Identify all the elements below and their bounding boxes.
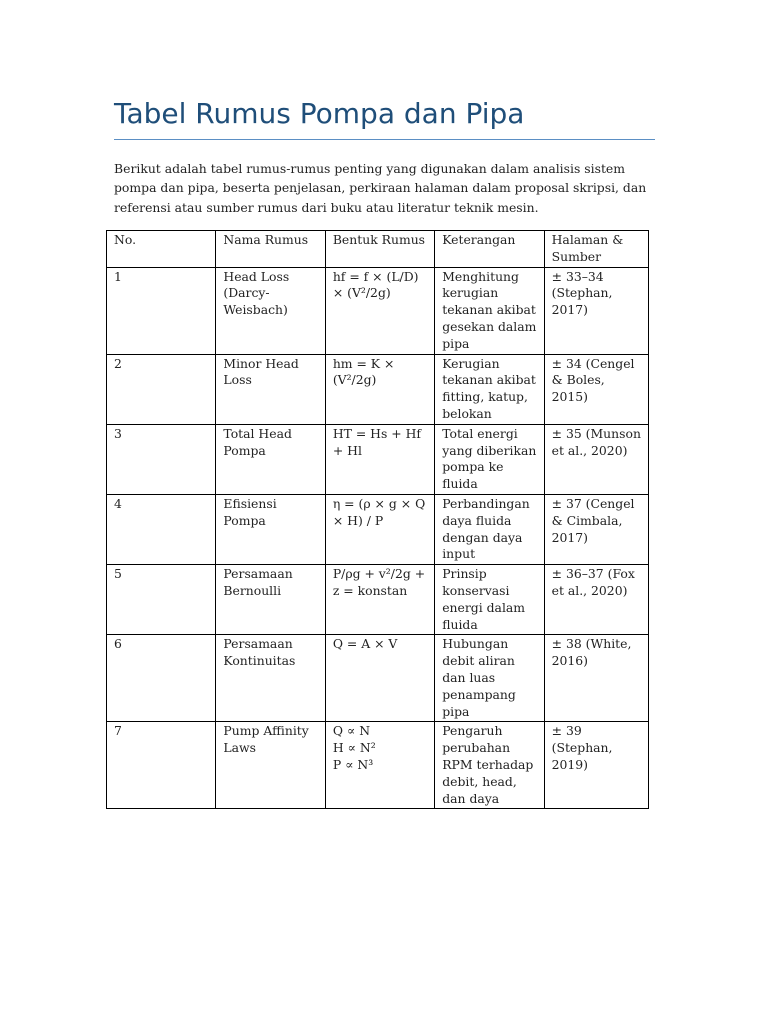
cell-name: Pump Affinity Laws — [216, 722, 325, 809]
cell-formula — [325, 565, 434, 635]
formula-table — [106, 230, 649, 809]
table-row — [107, 722, 649, 809]
table-row — [107, 565, 649, 635]
table-row — [107, 354, 649, 424]
cell-page-source: ± 35 (Munson et al., 2020) — [544, 424, 648, 494]
cell-description: Total energi yang diberikan pompa ke fluida — [435, 424, 544, 494]
cell-description: Hubungan debit aliran dan luas penampang pipa — [435, 635, 544, 722]
cell-name: Total Head Pompa — [216, 424, 325, 494]
table-row — [107, 635, 649, 722]
header-no: No. — [107, 231, 216, 268]
table-row — [107, 494, 649, 564]
formula-line: H ∝ N² — [332, 740, 376, 756]
table-header-row — [107, 231, 649, 268]
table-row — [107, 267, 649, 354]
cell-formula — [325, 424, 434, 494]
header-name: Nama Rumus — [216, 231, 325, 268]
cell-name: Persamaan Kontinuitas — [216, 635, 325, 722]
header-description: Keterangan — [435, 231, 544, 268]
formula-line: hf = f × (L/D) × (V²/2g) — [332, 268, 419, 301]
cell-page-source: ± 33–34 (Stephan, 2017) — [544, 267, 648, 354]
cell-name: Head Loss (Darcy-Weisbach) — [216, 267, 325, 354]
cell-formula — [325, 354, 434, 424]
cell-formula — [325, 494, 434, 564]
cell-page-source: ± 37 (Cengel & Cimbala, 2017) — [544, 494, 648, 564]
cell-page-source: ± 38 (White, 2016) — [544, 635, 648, 722]
formula-line: Q ∝ N — [332, 723, 371, 739]
formula-line: P/ρg + v²/2g + z = konstan — [332, 566, 426, 598]
cell-description: Perbandingan daya fluida dengan daya input — [435, 494, 544, 564]
cell-no: 7 — [107, 722, 216, 809]
header-formula: Bentuk Rumus — [325, 231, 434, 268]
table-row — [107, 424, 649, 494]
formula-line: η = (ρ × g × Q × H) / P — [332, 495, 426, 528]
cell-no: 3 — [107, 424, 216, 494]
intro-paragraph: Berikut adalah tabel rumus-rumus penting yang digunakan dalam analisis sistem pompa dan pipa, beserta penjelasan, perkiraan halaman dalam proposal skripsi, dan referensi atau sumber rumus dari buku atau literatur teknik mesin. — [114, 161, 647, 215]
cell-formula — [325, 635, 434, 722]
cell-description: Prinsip konservasi energi dalam fluida — [435, 565, 544, 635]
cell-no: 4 — [107, 494, 216, 564]
cell-no: 2 — [107, 354, 216, 424]
formula-line: Q = A × V — [332, 636, 398, 652]
cell-formula — [325, 267, 434, 354]
cell-name: Efisiensi Pompa — [216, 494, 325, 564]
cell-no: 5 — [107, 565, 216, 635]
cell-formula — [325, 722, 434, 809]
cell-description: Menghitung kerugian tekanan akibat gesekan dalam pipa — [435, 267, 544, 354]
cell-name: Persamaan Bernoulli — [216, 565, 325, 635]
cell-page-source: ± 39 (Stephan, 2019) — [544, 722, 648, 809]
cell-page-source: ± 36–37 (Fox et al., 2020) — [544, 565, 648, 635]
title-underline — [114, 139, 655, 140]
header-page-source: Halaman & Sumber — [544, 231, 648, 268]
cell-page-source: ± 34 (Cengel & Boles, 2015) — [544, 354, 648, 424]
formula-line: hm = K × (V²/2g) — [332, 355, 395, 388]
formula-line: HT = Hs + Hf + Hl — [332, 425, 421, 458]
cell-description: Pengaruh perubahan RPM terhadap debit, head, dan daya — [435, 722, 544, 809]
document-title: Tabel Rumus Pompa dan Pipa — [114, 97, 525, 130]
formula-line: P ∝ N³ — [332, 756, 374, 772]
cell-no: 1 — [107, 267, 216, 354]
cell-description: Kerugian tekanan akibat fitting, katup, belokan — [435, 354, 544, 424]
cell-name: Minor Head Loss — [216, 354, 325, 424]
cell-no: 6 — [107, 635, 216, 722]
